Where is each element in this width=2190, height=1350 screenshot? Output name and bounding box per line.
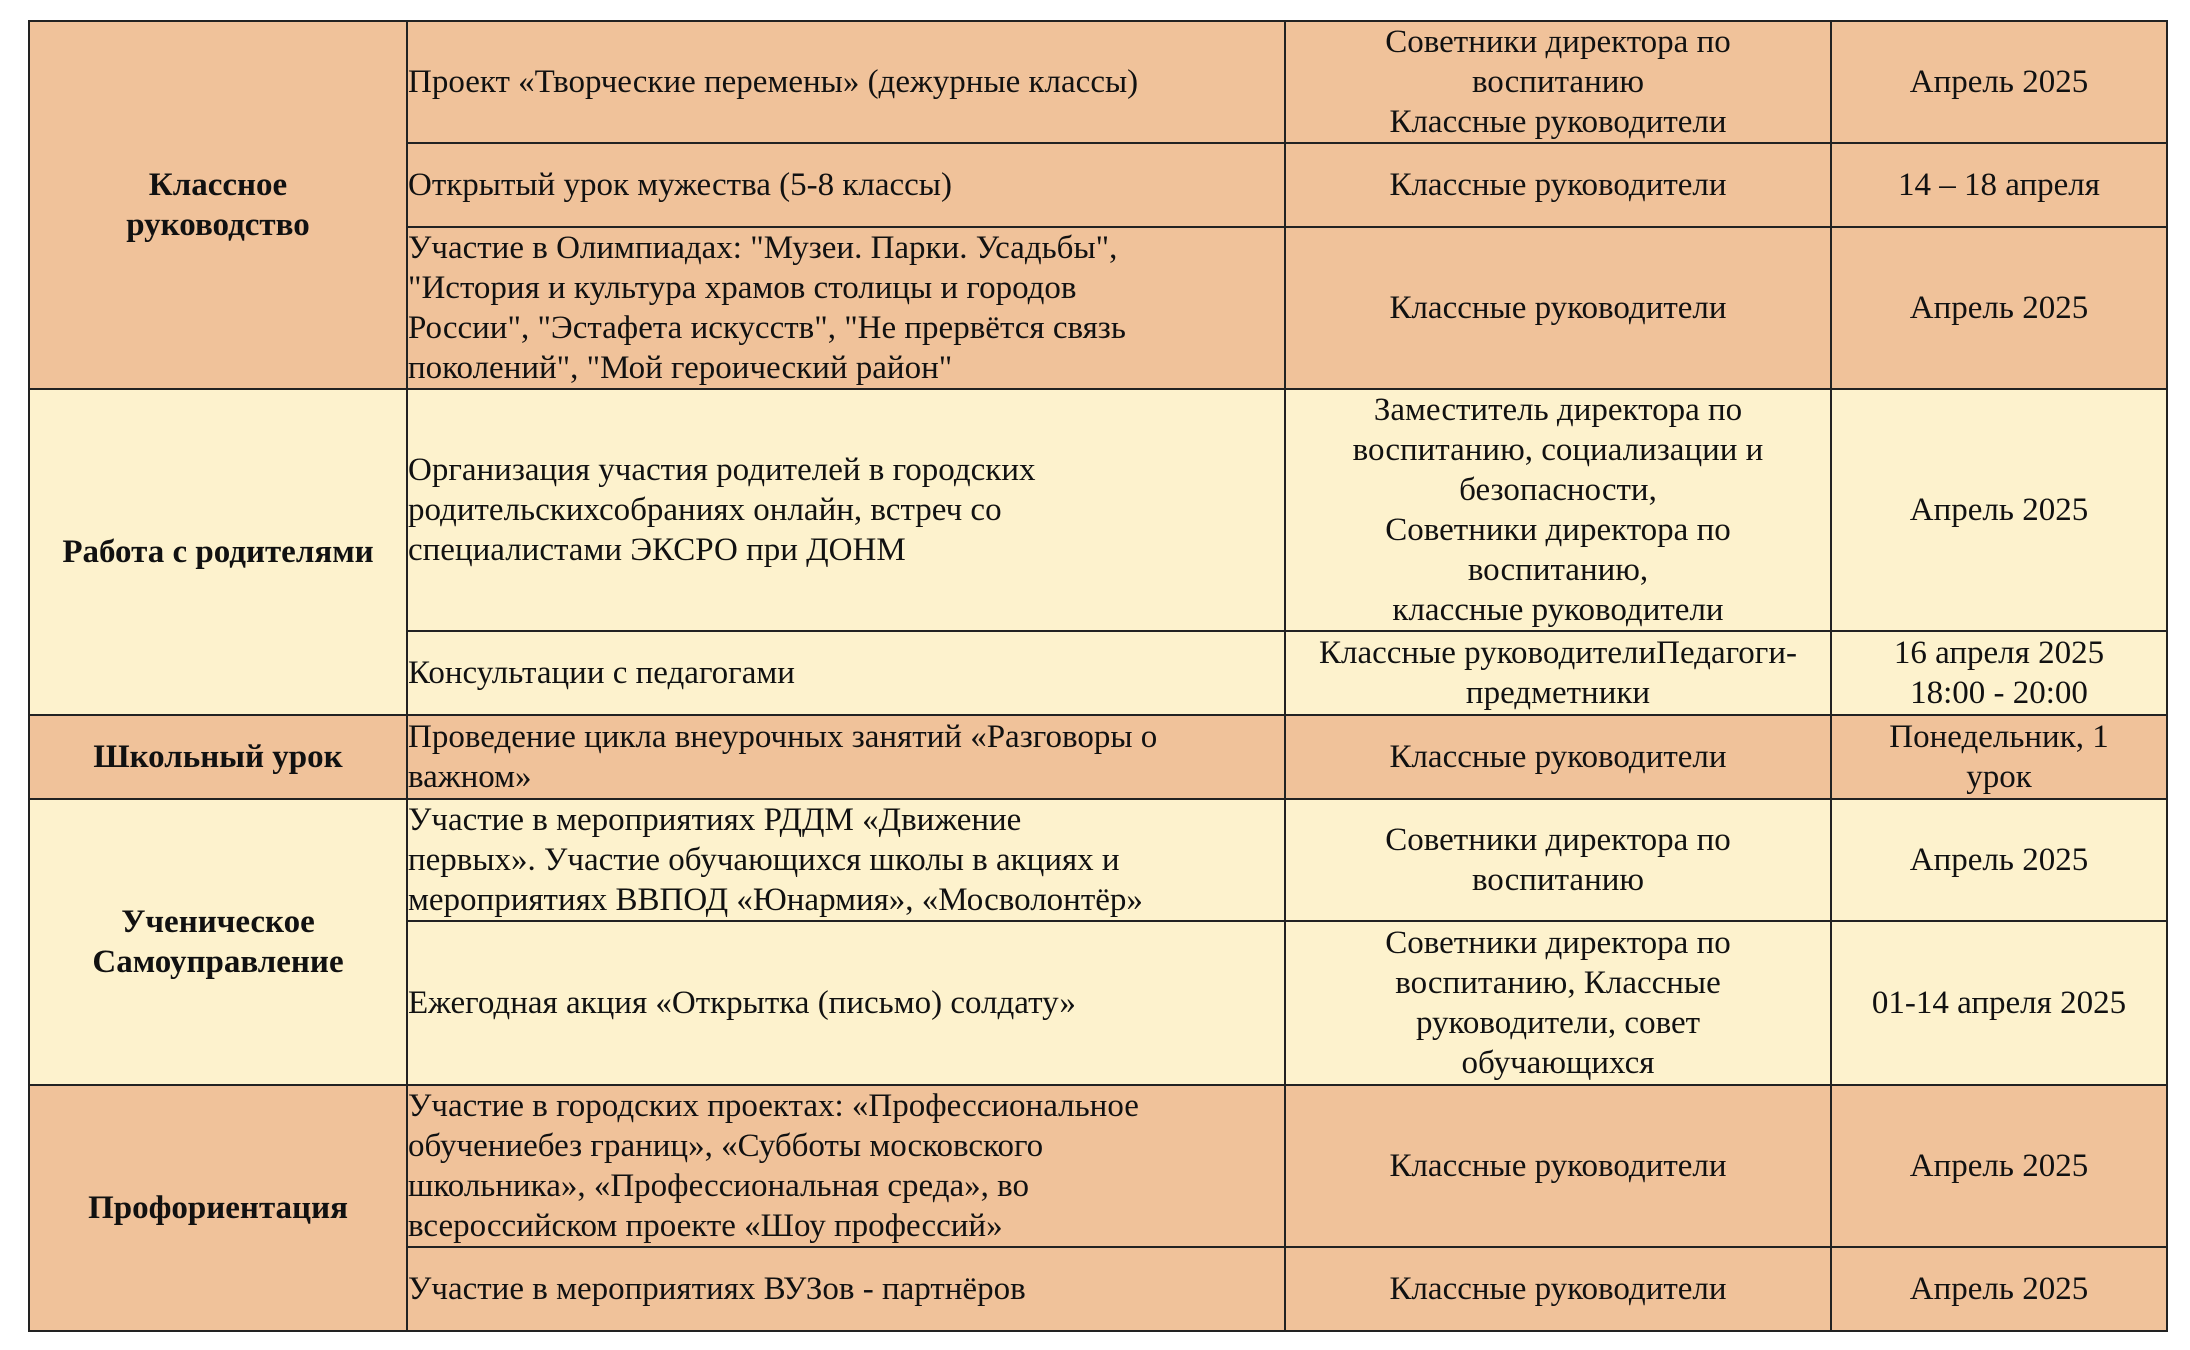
date-cell: Апрель 2025 [1831, 1247, 2167, 1331]
responsible-cell: Советники директора по воспитанию, Классные руководители, совет обучающихся [1285, 921, 1831, 1085]
event-cell: Участие в Олимпиадах: "Музеи. Парки. Усадьбы", "История и культура храмов столицы и городов России", "Эстафета искусств", "Не прервётся связь поколений", "Мой героический район" [407, 227, 1285, 389]
plan-table [28, 20, 2168, 1332]
section-cell-career-guidance: Профориентация [29, 1085, 407, 1331]
event-cell: Участие в мероприятиях РДДМ «Движение первых». Участие обучающихся школы в акциях и мероприятиях ВВПОД «Юнармия», «Мосволонтёр» [407, 799, 1285, 921]
table-row [29, 1085, 2167, 1247]
responsible-cell: Советники директора по воспитанию Классные руководители [1285, 21, 1831, 143]
responsible-cell: Классные руководители [1285, 227, 1831, 389]
date-cell: 16 апреля 2025 18:00 - 20:00 [1831, 631, 2167, 715]
responsible-cell: Классные руководители [1285, 1247, 1831, 1331]
responsible-cell: Классные руководители [1285, 715, 1831, 799]
date-cell: Понедельник, 1 урок [1831, 715, 2167, 799]
date-cell: Апрель 2025 [1831, 227, 2167, 389]
date-cell: Апрель 2025 [1831, 799, 2167, 921]
table-row [29, 799, 2167, 921]
event-cell: Ежегодная акция «Открытка (письмо) солдату» [407, 921, 1285, 1085]
event-cell: Проведение цикла внеурочных занятий «Разговоры о важном» [407, 715, 1285, 799]
event-cell: Консультации с педагогами [407, 631, 1285, 715]
responsible-cell: Классные руководители [1285, 1085, 1831, 1247]
responsible-cell: Классные руководителиПедагоги- предметники [1285, 631, 1831, 715]
date-cell: 01-14 апреля 2025 [1831, 921, 2167, 1085]
section-cell-school-lesson: Школьный урок [29, 715, 407, 799]
date-cell: Апрель 2025 [1831, 21, 2167, 143]
date-cell: Апрель 2025 [1831, 1085, 2167, 1247]
responsible-cell: Советники директора по воспитанию [1285, 799, 1831, 921]
event-cell: Организация участия родителей в городских родительскихсобраниях онлайн, встреч со специалистами ЭКСРО при ДОНМ [407, 389, 1285, 631]
event-cell: Открытый урок мужества (5-8 классы) [407, 143, 1285, 227]
date-cell: Апрель 2025 [1831, 389, 2167, 631]
event-cell: Участие в мероприятиях ВУЗов - партнёров [407, 1247, 1285, 1331]
section-cell-class-management: Классное руководство [29, 21, 407, 389]
table-row [29, 715, 2167, 799]
event-cell: Участие в городских проектах: «Профессиональное обучениебез границ», «Субботы московского школьника», «Профессиональная среда», во всероссийском проекте «Шоу профессий» [407, 1085, 1285, 1247]
responsible-cell: Классные руководители [1285, 143, 1831, 227]
date-cell: 14 – 18 апреля [1831, 143, 2167, 227]
table-row [29, 389, 2167, 631]
section-cell-parents: Работа с родителями [29, 389, 407, 715]
responsible-cell: Заместитель директора по воспитанию, социализации и безопасности, Советники директора по воспитанию, классные руководители [1285, 389, 1831, 631]
event-cell: Проект «Творческие перемены» (дежурные классы) [407, 21, 1285, 143]
section-cell-student-government: Ученическое Самоуправление [29, 799, 407, 1085]
table-row [29, 21, 2167, 143]
